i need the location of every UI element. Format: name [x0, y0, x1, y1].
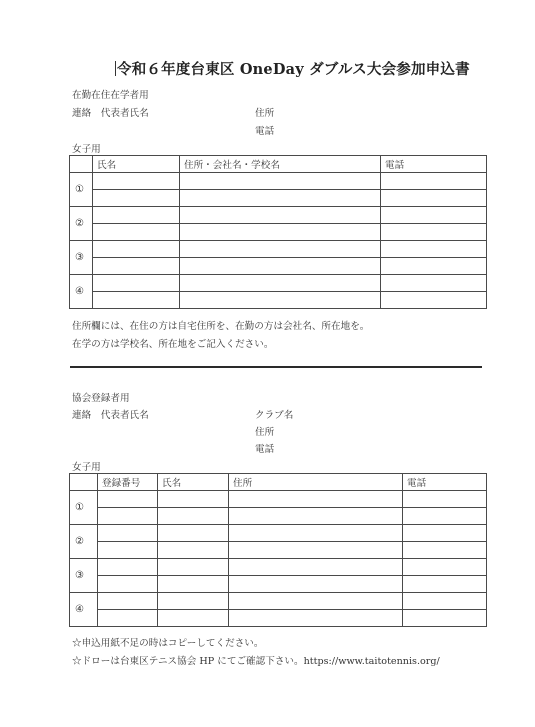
name-field[interactable]	[93, 258, 180, 275]
section1-note-2: 在学の方は学校名、所在地をご記入ください。	[72, 339, 274, 350]
address-field[interactable]	[229, 542, 403, 559]
table-row	[70, 576, 487, 593]
address-field[interactable]	[229, 559, 403, 576]
phone-field[interactable]	[381, 224, 487, 241]
row-number: ④	[70, 275, 93, 309]
name-field[interactable]	[93, 190, 180, 207]
section1-category: 女子用	[72, 144, 101, 155]
table-row	[70, 275, 487, 292]
address-field[interactable]	[180, 207, 381, 224]
address-field[interactable]	[229, 491, 403, 508]
row-number: ③	[70, 559, 98, 593]
registration-field[interactable]	[98, 593, 158, 610]
address-field[interactable]	[229, 525, 403, 542]
header-cell-address: 住所・会社名・学校名	[180, 156, 381, 173]
address-field[interactable]	[180, 292, 381, 309]
name-field[interactable]	[158, 576, 229, 593]
phone-field[interactable]	[403, 542, 487, 559]
name-field[interactable]	[93, 241, 180, 258]
table-row	[70, 241, 487, 258]
registration-field[interactable]	[98, 508, 158, 525]
section1-phone-label: 電話	[255, 126, 275, 137]
section2-note-1: ☆申込用紙不足の時はコピーしてください。	[72, 638, 264, 649]
section1-heading: 在勤在住在学者用	[72, 90, 149, 101]
name-field[interactable]	[93, 207, 180, 224]
address-field[interactable]	[180, 258, 381, 275]
name-field[interactable]	[158, 559, 229, 576]
header-cell-blank	[70, 156, 93, 173]
phone-field[interactable]	[403, 576, 487, 593]
section1-entry-table	[69, 155, 487, 309]
form-title-text: 令和６年度台東区 OneDay ダブルス大会参加申込書	[117, 61, 470, 78]
row-number: ④	[70, 593, 98, 627]
name-field[interactable]	[158, 491, 229, 508]
table-row	[70, 610, 487, 627]
table-row	[70, 508, 487, 525]
section2-address-label: 住所	[255, 427, 275, 438]
table-row	[70, 258, 487, 275]
header-cell-phone: 電話	[403, 474, 487, 491]
name-field[interactable]	[158, 610, 229, 627]
registration-field[interactable]	[98, 491, 158, 508]
address-field[interactable]	[180, 224, 381, 241]
phone-field[interactable]	[381, 275, 487, 292]
table-row	[70, 292, 487, 309]
header-cell-phone: 電話	[381, 156, 487, 173]
section1-address-label: 住所	[255, 108, 275, 119]
table-row	[70, 173, 487, 190]
table-row	[70, 207, 487, 224]
header-cell-address: 住所	[229, 474, 403, 491]
name-field[interactable]	[158, 593, 229, 610]
phone-field[interactable]	[403, 593, 487, 610]
table-header-row	[70, 156, 487, 173]
row-number: ①	[70, 491, 98, 525]
section1-note-1: 住所欄には、在住の方は自宅住所を、在勤の方は会社名、所在地を。	[72, 321, 370, 332]
section2-heading: 協会登録者用	[72, 393, 130, 404]
name-field[interactable]	[93, 224, 180, 241]
text-cursor	[115, 61, 116, 76]
address-field[interactable]	[229, 508, 403, 525]
header-cell-registration-no: 登録番号	[98, 474, 158, 491]
row-number: ②	[70, 207, 93, 241]
header-cell-blank	[70, 474, 98, 491]
table-row	[70, 491, 487, 508]
table-row	[70, 224, 487, 241]
phone-field[interactable]	[403, 610, 487, 627]
phone-field[interactable]	[381, 173, 487, 190]
section2-entry-table	[69, 473, 487, 627]
address-field[interactable]	[180, 241, 381, 258]
phone-field[interactable]	[381, 190, 487, 207]
phone-field[interactable]	[403, 491, 487, 508]
table-header-row	[70, 474, 487, 491]
name-field[interactable]	[158, 525, 229, 542]
section2-phone-label: 電話	[255, 444, 275, 455]
name-field[interactable]	[158, 508, 229, 525]
address-field[interactable]	[180, 173, 381, 190]
row-number: ③	[70, 241, 93, 275]
name-field[interactable]	[158, 542, 229, 559]
table-row	[70, 525, 487, 542]
name-field[interactable]	[93, 292, 180, 309]
table-row	[70, 593, 487, 610]
header-cell-name: 氏名	[93, 156, 180, 173]
section-divider	[70, 366, 482, 368]
phone-field[interactable]	[403, 525, 487, 542]
address-field[interactable]	[229, 593, 403, 610]
name-field[interactable]	[93, 275, 180, 292]
phone-field[interactable]	[381, 241, 487, 258]
address-field[interactable]	[180, 190, 381, 207]
header-cell-name: 氏名	[158, 474, 229, 491]
address-field[interactable]	[229, 610, 403, 627]
registration-field[interactable]	[98, 559, 158, 576]
registration-field[interactable]	[98, 542, 158, 559]
row-number: ②	[70, 525, 98, 559]
phone-field[interactable]	[381, 207, 487, 224]
table-row	[70, 559, 487, 576]
phone-field[interactable]	[381, 258, 487, 275]
form-title	[115, 58, 470, 79]
table-row	[70, 190, 487, 207]
registration-field[interactable]	[98, 525, 158, 542]
name-field[interactable]	[93, 173, 180, 190]
row-number: ①	[70, 173, 93, 207]
section2-note-2: ☆ドローは台東区テニス協会 HP にてご確認下さい。https://www.taitotennis.org/	[72, 656, 440, 667]
phone-field[interactable]	[403, 508, 487, 525]
phone-field[interactable]	[403, 559, 487, 576]
section2-contact-label: 連絡 代表者氏名	[72, 410, 149, 421]
phone-field[interactable]	[381, 292, 487, 309]
address-field[interactable]	[229, 576, 403, 593]
section2-category: 女子用	[72, 462, 101, 473]
registration-field[interactable]	[98, 610, 158, 627]
table-row	[70, 542, 487, 559]
registration-field[interactable]	[98, 576, 158, 593]
section2-club-label: クラブ名	[255, 410, 294, 421]
section1-contact-label: 連絡 代表者氏名	[72, 108, 149, 119]
address-field[interactable]	[180, 275, 381, 292]
